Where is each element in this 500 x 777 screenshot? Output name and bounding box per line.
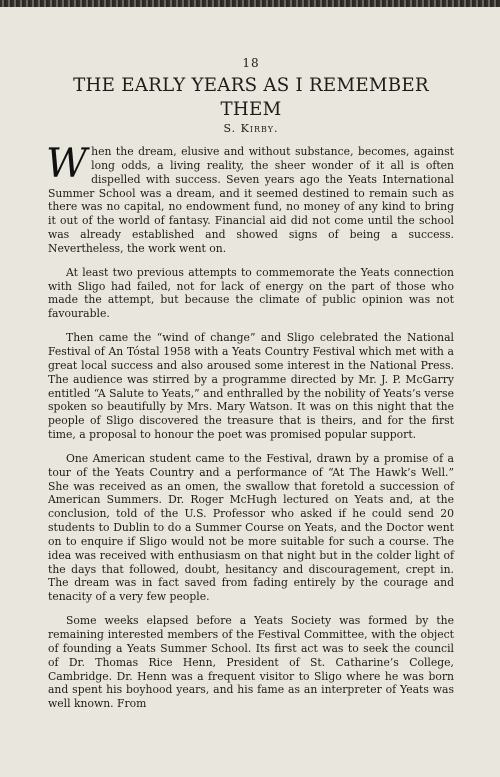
paragraph-1 [46, 141, 454, 256]
document-page [48, 56, 454, 721]
article-author: S. Kirby. [223, 122, 279, 135]
paragraph-5: Some weeks elapsed before a Yeats Society was formed by the remaining interested members of the Festival Committee, with the object of founding a Yeats Summer School. Its first act was to seek the council of Dr. Thomas Rice Henn, President of St. Catharine’s College, Cambridge. Dr. Henn was a frequent visitor to Sligo where he was born and spent his boyhood years, and his fame as an interpreter of Yeats was well known. From [48, 614, 454, 711]
paragraph-2: At least two previous attempts to commemorate the Yeats connection with Sligo had failed, not for lack of energy on the part of those who made the attempt, but because the climate of public opinion was not favourable. [48, 265, 454, 321]
page-top-edge [0, 0, 500, 7]
paragraph-3: Then came the “wind of change” and Sligo celebrated the National Festival of An Tóstal 1958 with a Yeats Country Festival which met with a great local success and also aroused some interest in the National Press. The audience was stirred by a programme directed by Mr. J. P. McGarry entitled “A Salute to Yeats,” and enthralled by the nobility of Yeats’s verse spoken so beautifully by Mrs. Mary Watson. It was on this night that the people of Sligo discovered the treasure that is theirs, and for the first time, a proposal to honour the poet was promised popular support. [48, 331, 454, 442]
article-title: THE EARLY YEARS AS I REMEMBER THEM [73, 75, 429, 120]
article-body [46, 141, 454, 711]
page-number: 18 [242, 56, 260, 70]
paragraph-1-text: hen the dream, elusive and without substance, becomes, against long odds, a living reality, the sheer wonder of it all is often dispelled with success. Seven years ago the Yeats International Summer School was a dream, and it seemed destined to remain such as there was no capital, no endowment fund, no money of any kind to bring it out of the world of fantasy. Financial aid did not come until the school was already established and showed signs of being a success. Nevertheless, the work went on. [48, 145, 454, 255]
paragraph-4: One American student came to the Festival, drawn by a promise of a tour of the Yeats Country and a performance of “At The Hawk’s Well.” She was received as an omen, the swallow that foretold a succession of American Summers. Dr. Roger McHugh lectured on Yeats and, at the conclusion, told of the U.S. Professor who asked if he could send 20 students to Dublin to do a Summer Course on Yeats, and the Doctor went on to enquire if Sligo would not be more suitable for such a course. The idea was received with enthusiasm on that night but in the colder light of the days that followed, doubt, hesitancy and discouragement, crept in. The dream was in fact saved from fading entirely by the courage and tenacity of a very few people. [48, 451, 454, 604]
drop-cap: W [46, 141, 88, 187]
